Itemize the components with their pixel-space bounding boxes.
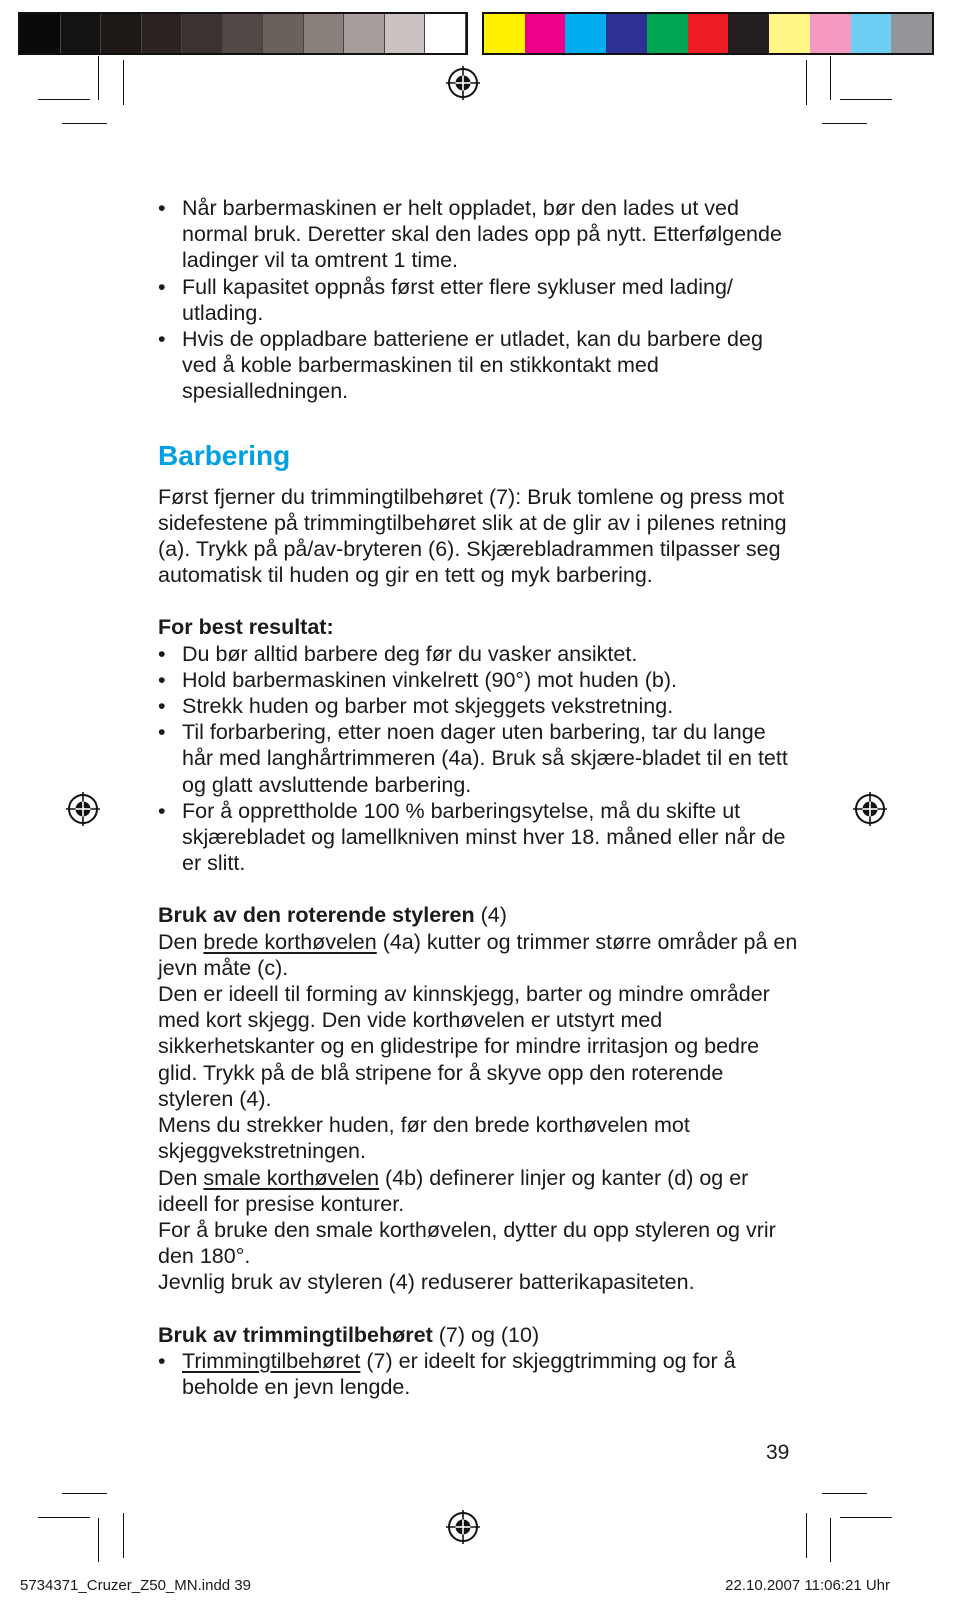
color-swatch	[484, 14, 525, 53]
page-number: 39	[766, 1441, 790, 1464]
color-swatch	[769, 14, 810, 53]
list-item: • Hold barbermaskinen vinkelrett (90°) mot huden (b).	[158, 667, 798, 693]
gray-swatch	[61, 14, 102, 53]
gray-swatch	[142, 14, 183, 53]
crop-mark	[38, 99, 90, 100]
crop-mark	[123, 1513, 124, 1558]
styler-paragraph: For å bruke den smale korthøvelen, dytter du opp styleren og vrir den 180°.	[158, 1217, 776, 1269]
trimming-list	[158, 1348, 798, 1400]
color-calibration-bar	[482, 12, 934, 55]
styler-paragraph: Den brede korthøvelen (4a) kutter og trimmer større områder på en jevn måte (c).	[158, 929, 798, 980]
trimming-attachment-term: Trimmingtilbehøret	[182, 1348, 361, 1373]
gray-swatch	[304, 14, 345, 53]
crop-mark	[806, 60, 807, 105]
registration-mark-icon	[446, 66, 480, 100]
gray-swatch	[101, 14, 142, 53]
gray-swatch	[182, 14, 223, 53]
best-results-heading: For best resultat:	[158, 615, 334, 640]
styler-paragraph: Mens du strekker huden, før den brede korthøvelen mot skjeggvekstretningen.	[158, 1113, 690, 1164]
color-swatch	[728, 14, 769, 53]
color-swatch	[647, 14, 688, 53]
section-intro: Først fjerner du trimmingtilbehøret (7): Bruk tomlene og press mot sidefestene på trimmingtilbehøret slik at de glir av i pilenes retning (a). Trykk på på/av-bryteren (6). Skjærebladrammen tilpasser seg automatisk til huden og gir en tett og myk barbering.	[158, 484, 787, 588]
crop-mark	[830, 1518, 831, 1562]
registration-mark-icon	[446, 1510, 480, 1544]
gray-swatch	[344, 14, 385, 53]
crop-mark	[123, 60, 124, 105]
crop-mark	[62, 123, 107, 124]
list-item: • Du bør alltid barbere deg før du vasker ansiktet.	[158, 641, 798, 667]
crop-mark	[38, 1517, 90, 1518]
list-item: • Når barbermaskinen er helt oppladet, bør den lades ut ved normal bruk. Deretter skal den lades opp på nytt. Etterfølgende ladinger vil ta omtrent 1 time.	[158, 195, 798, 274]
crop-mark	[98, 56, 99, 100]
crop-mark	[806, 1513, 807, 1558]
charging-bullet-list	[158, 195, 798, 405]
page-content	[158, 195, 798, 1400]
color-swatch	[810, 14, 851, 53]
registration-mark-icon	[853, 792, 887, 826]
color-swatch	[525, 14, 566, 53]
footer-timestamp: 22.10.2007 11:06:21 Uhr	[725, 1577, 890, 1594]
section-title: Barbering	[158, 439, 291, 471]
list-item: • For å opprettholde 100 % barberingsytelse, må du skifte ut skjærebladet og lamellkniven minst hver 18. måned eller når de er slitt.	[158, 798, 798, 877]
color-swatch	[851, 14, 892, 53]
crop-mark	[830, 56, 831, 100]
crop-mark	[822, 123, 867, 124]
grayscale-calibration-bar	[18, 12, 468, 55]
styler-heading: Bruk av den roterende styleren (4)	[158, 903, 507, 928]
gray-swatch	[20, 14, 61, 53]
gray-swatch	[223, 14, 264, 53]
color-swatch	[688, 14, 729, 53]
color-swatch	[891, 14, 932, 53]
gray-swatch	[263, 14, 304, 53]
crop-mark	[62, 1493, 107, 1494]
crop-mark	[840, 99, 892, 100]
best-results-list	[158, 641, 798, 877]
color-swatch	[606, 14, 647, 53]
narrow-trimmer-term: smale korthøvelen	[203, 1165, 380, 1190]
gray-swatch	[425, 14, 466, 53]
registration-mark-icon	[66, 792, 100, 826]
crop-mark	[98, 1518, 99, 1562]
styler-paragraph: Den smale korthøvelen (4b) definerer linjer og kanter (d) og er ideell for presise konturer.	[158, 1165, 749, 1216]
list-item: • Trimmingtilbehøret (7) er ideelt for skjeggtrimming og for å beholde en jevn lengde.	[158, 1348, 798, 1400]
list-item: • Full kapasitet oppnås først etter flere sykluser med lading/ utlading.	[158, 274, 798, 326]
crop-mark	[822, 1493, 867, 1494]
styler-paragraph: Den er ideell til forming av kinnskjegg, barter og mindre områder med kort skjegg. Den vide korthøvelen er utstyrt med sikkerhetskanter og en glidestripe for mindre irritasjon og bedre glid. Trykk på de blå stripene for å skyve opp den roterende styleren (4).	[158, 982, 770, 1111]
gray-swatch	[385, 14, 426, 53]
styler-paragraph: Jevnlig bruk av styleren (4) reduserer batterikapasiteten.	[158, 1270, 695, 1295]
list-item: • Hvis de oppladbare batteriene er utladet, kan du barbere deg ved å koble barbermaskinen til en stikkontakt med spesialledningen.	[158, 326, 798, 405]
trimming-heading: Bruk av trimmingtilbehøret (7) og (10)	[158, 1322, 540, 1347]
list-item: • Strekk huden og barber mot skjeggets vekstretning.	[158, 693, 798, 719]
list-item: • Til forbarbering, etter noen dager uten barbering, tar du lange hår med langhårtrimmeren (4a). Bruk så skjære-bladet til en tett og glatt avsluttende barbering.	[158, 719, 798, 798]
footer-file-info: 5734371_Cruzer_Z50_MN.indd 39	[20, 1577, 251, 1594]
crop-mark	[840, 1517, 892, 1518]
color-swatch	[565, 14, 606, 53]
wide-trimmer-term: brede korthøvelen	[203, 929, 377, 954]
